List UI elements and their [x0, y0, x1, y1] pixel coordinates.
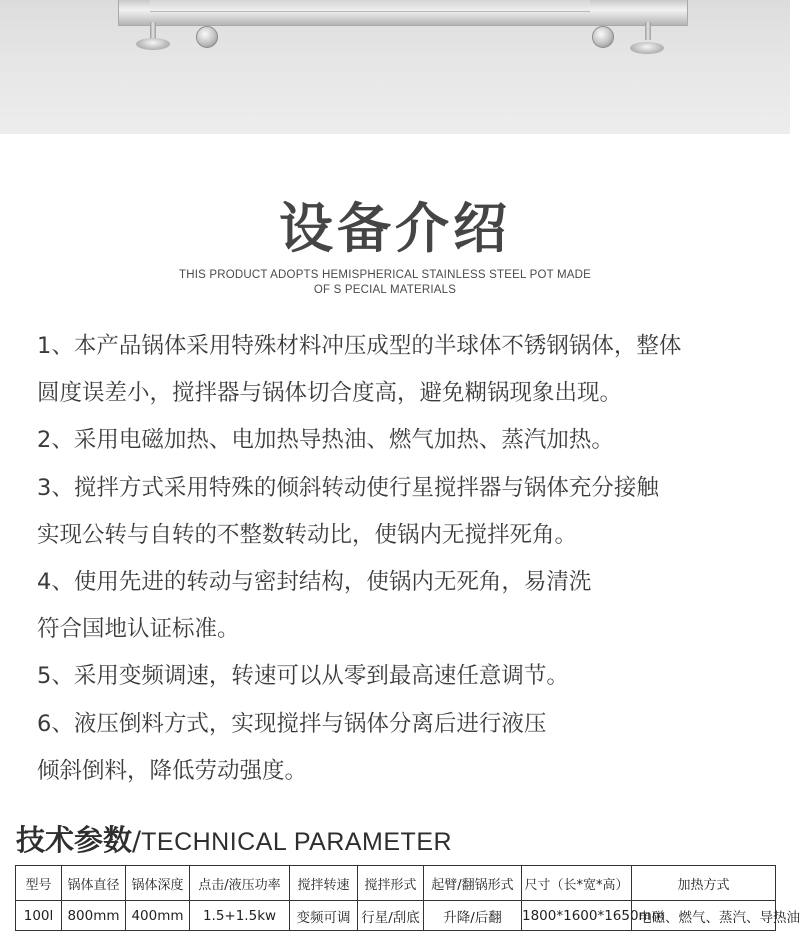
table-header-row [16, 866, 776, 901]
table-header-cell: 起臂/翻锅形式 [424, 866, 522, 901]
table-cell: 电磁、燃气、蒸汽、导热油 [632, 901, 776, 931]
caster-wheel [592, 26, 614, 48]
description-line: 2、采用电磁加热、电加热导热油、燃气加热、蒸汽加热。 [37, 427, 614, 454]
caster-wheel [196, 26, 218, 48]
description-line: 圆度误差小，搅拌器与锅体切合度高，避免糊锅现象出现。 [37, 380, 623, 407]
table-header-cell: 尺寸（长*宽*高） [522, 866, 632, 901]
section-title: 设备介绍 [279, 197, 511, 260]
table-cell: 行星/刮底 [358, 901, 424, 931]
table-header-cell: 锅体深度 [126, 866, 190, 901]
description-line: 实现公转与自转的不整数转动比，使锅内无搅拌死角。 [37, 521, 578, 548]
table-header-cell: 型号 [16, 866, 62, 901]
parameter-table [15, 865, 800, 931]
description-list [37, 330, 777, 802]
table-cell: 800mm [62, 901, 126, 931]
leveling-foot [136, 38, 170, 50]
description-line: 1、本产品锅体采用特殊材料冲压成型的半球体不锈钢锅体，整体 [37, 333, 682, 359]
table-cell: 变频可调 [290, 901, 358, 931]
tech-title-cn: 技术参数 [16, 823, 133, 857]
machine-frame-inner [150, 0, 590, 12]
table-header-cell: 锅体直径 [62, 866, 126, 901]
leveling-foot-stem [645, 22, 651, 40]
table-cell: 1800*1600*1650mm [522, 901, 632, 931]
table-cell: 100l [16, 901, 62, 931]
table-cell: 1.5+1.5kw [190, 901, 290, 931]
table-header-cell: 搅拌转速 [290, 866, 358, 901]
description-line: 5、采用变频调速，转速可以从零到最高速任意调节。 [37, 663, 569, 690]
table-header-cell: 搅拌形式 [358, 866, 424, 901]
tech-parameter-heading [16, 818, 452, 859]
description-line: 倾斜倒料，降低劳动强度。 [37, 757, 308, 784]
description-line: 3、搅拌方式采用特殊的倾斜转动使行星搅拌器与锅体充分接触 [37, 474, 659, 501]
section-subtitle: THIS PRODUCT ADOPTS HEMISPHERICAL STAINLESS STEEL POT MADE OF S PECIAL MATERIALS [178, 269, 592, 296]
description-line: 6、液压倒料方式，实现搅拌与锅体分离后进行液压 [37, 710, 547, 737]
leveling-foot [630, 42, 664, 54]
table-cell: 升降/后翻 [424, 901, 522, 931]
table-row [16, 901, 776, 931]
product-photo [0, 0, 790, 134]
table-header-cell: 加热方式 [632, 866, 776, 901]
tech-title-slash: / [132, 826, 142, 857]
description-line: 符合国地认证标准。 [37, 616, 240, 643]
table-cell: 400mm [126, 901, 190, 931]
table-header-cell: 点击/液压功率 [190, 866, 290, 901]
tech-title-en: TECHNICAL PARAMETER [141, 828, 453, 856]
description-line: 4、使用先进的转动与密封结构，使锅内无死角，易清洗 [37, 568, 592, 595]
